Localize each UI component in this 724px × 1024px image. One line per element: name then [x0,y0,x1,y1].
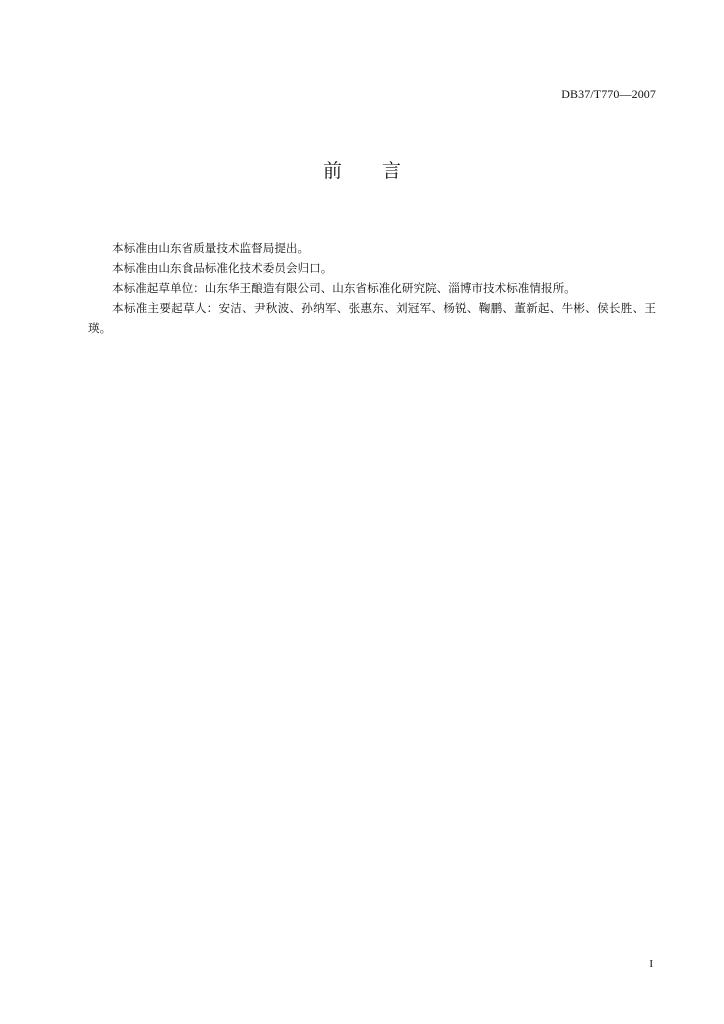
standard-code: DB37/T770—2007 [561,87,656,101]
paragraph-drafters: 本标准主要起草人：安洁、尹秋波、孙纳军、张惠东、刘冠军、杨锐、鞠鹏、董新起、牛彬、侯长胜、王瑛。 [88,301,656,335]
page-title [0,156,724,183]
foreword-body [88,238,656,338]
paragraph-proposer: 本标准由山东省质量技术监督局提出。 [112,241,310,255]
title-char-2: 言 [382,160,402,182]
page-number: I [649,958,653,970]
paragraph-drafting-units: 本标准起草单位：山东华王酿造有限公司、山东省标准化研究院、淄博市技术标准情报所。 [112,281,576,295]
title-char-1: 前 [322,160,342,182]
paragraph-committee: 本标准由山东食品标准化技术委员会归口。 [112,261,333,275]
